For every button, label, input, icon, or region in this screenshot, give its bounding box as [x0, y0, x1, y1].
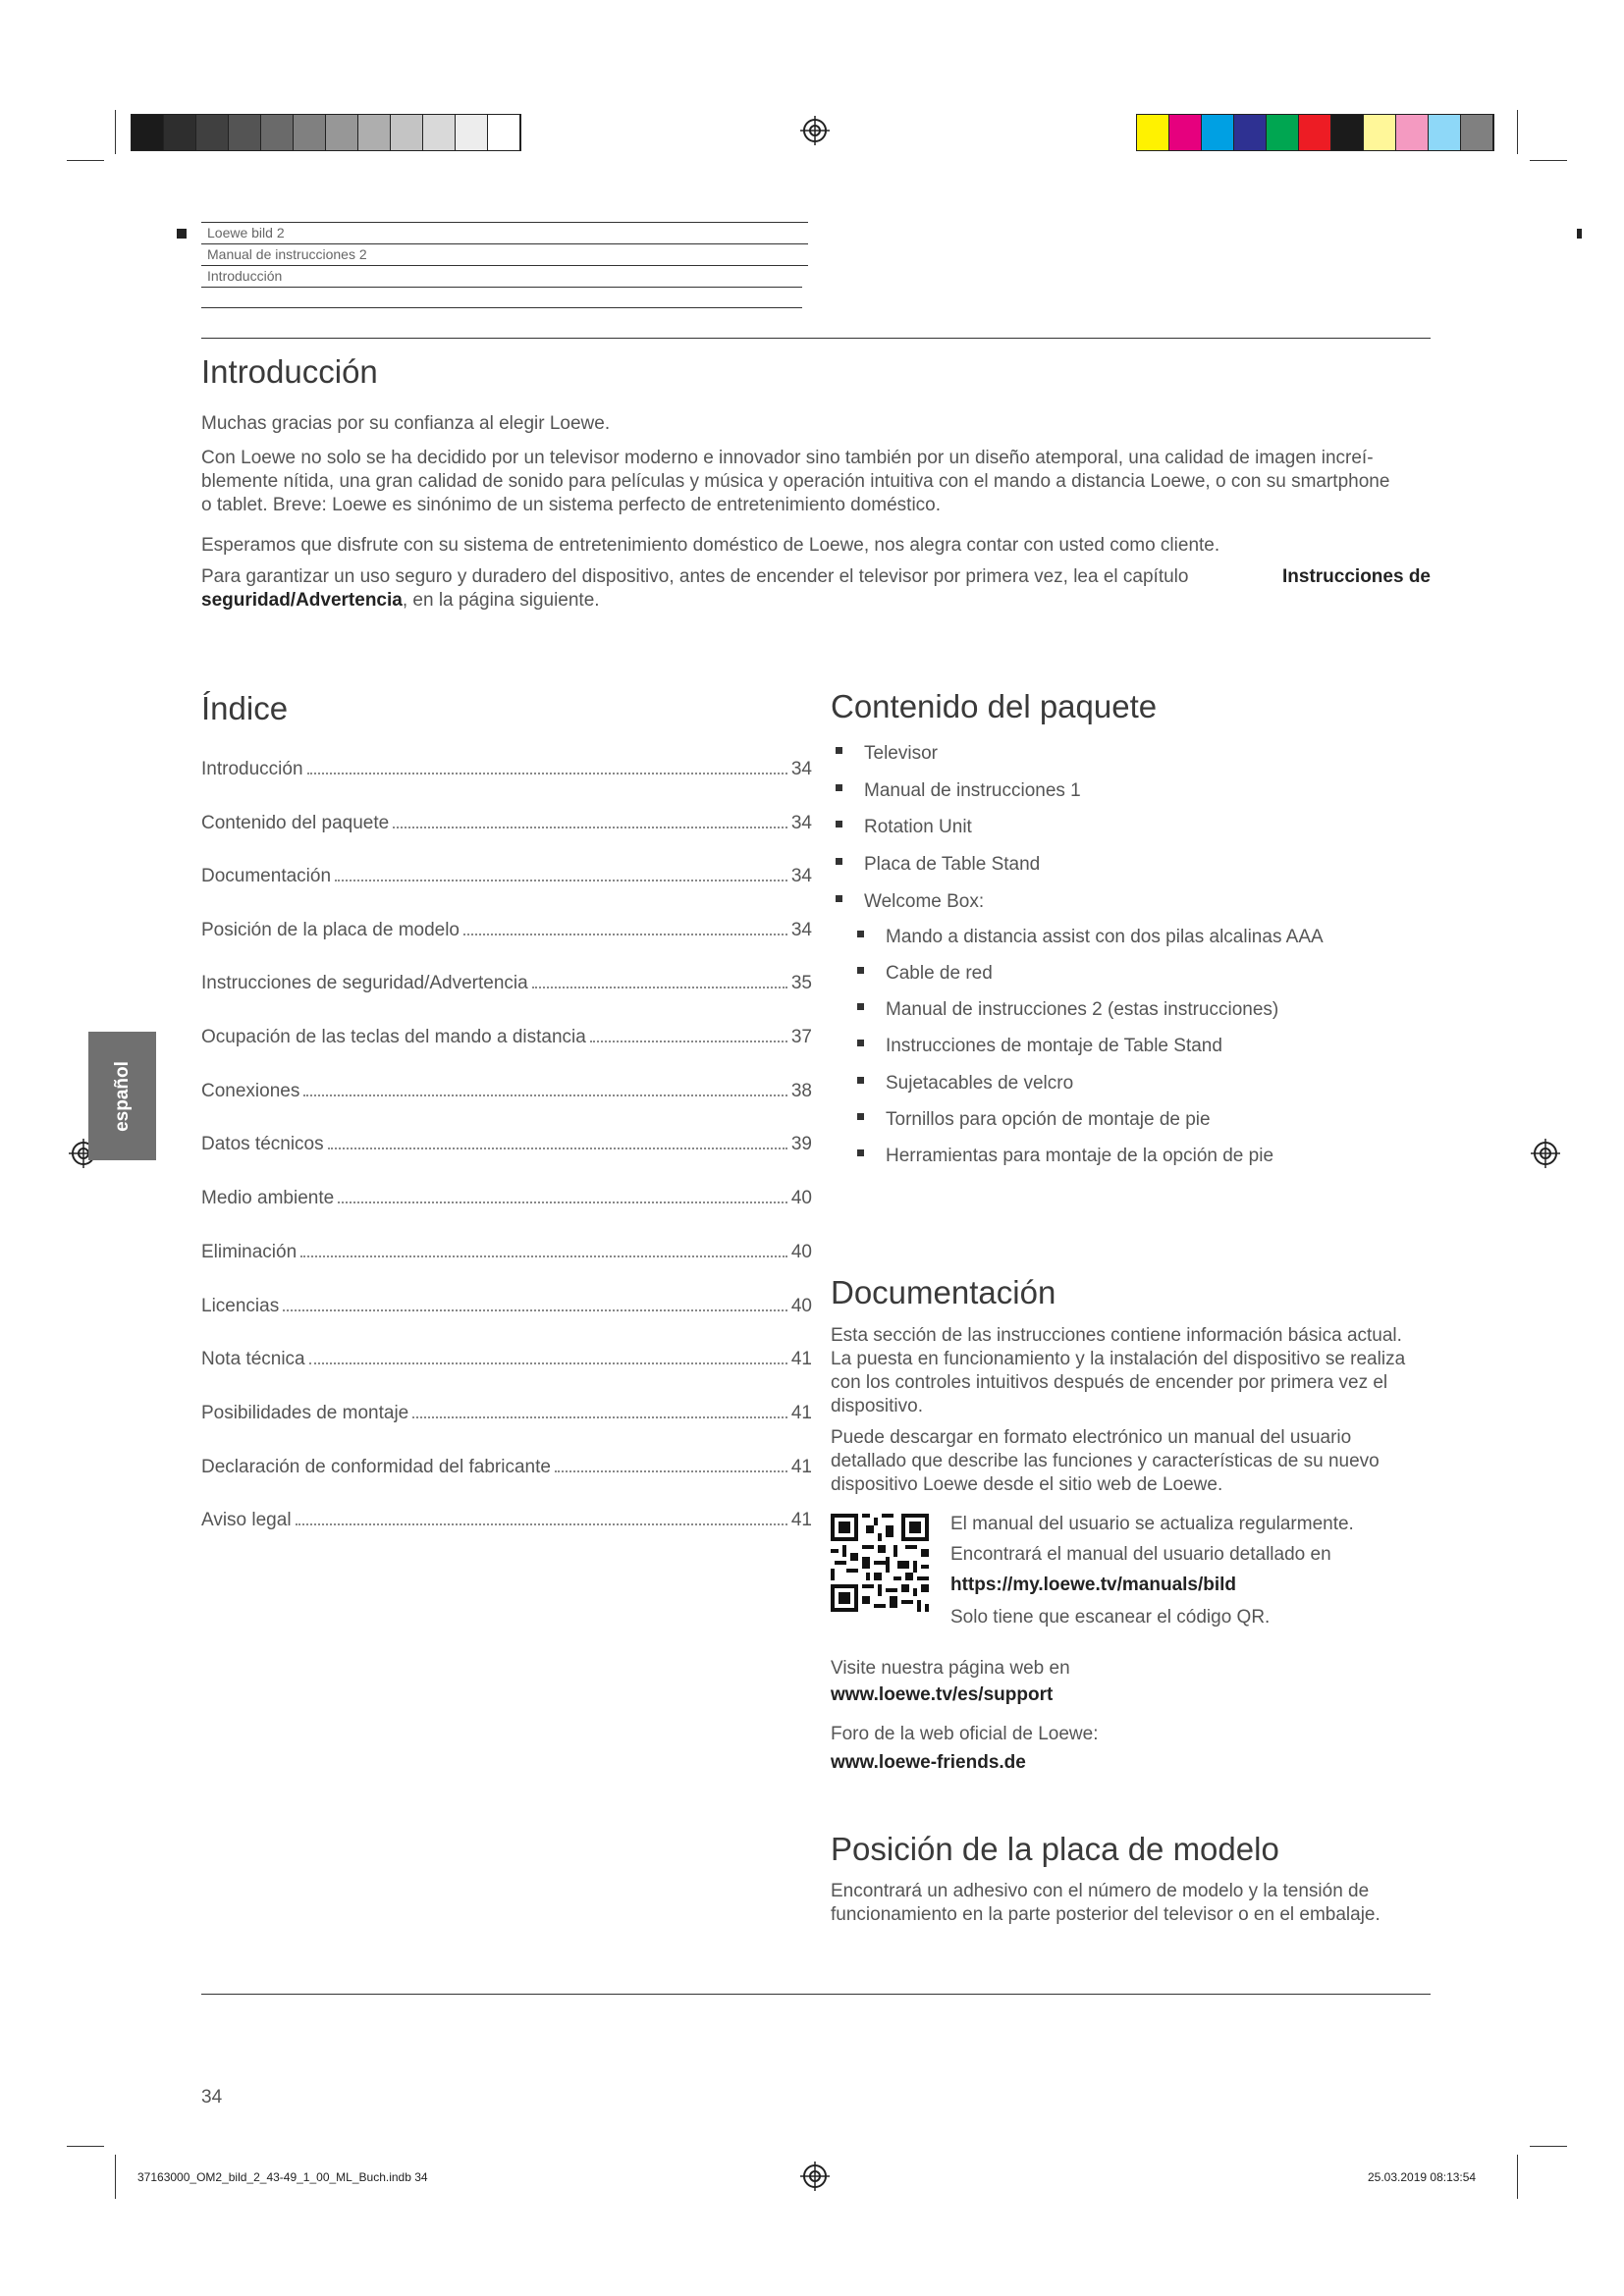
language-label: español [111, 1060, 133, 1132]
intro-paragraph-3: Esperamos que disfrute con su sistema de entretenimiento doméstico de Loewe, nos alegra contar con usted como cliente. [201, 535, 1220, 556]
footer-file-name: 37163000_OM2_bild_2_43-49_1_00_ML_Buch.indb 34 [137, 2170, 428, 2184]
bullet-icon [836, 784, 842, 791]
toc-entry[interactable] [201, 1510, 812, 1535]
toc-leader-dots [338, 1201, 787, 1203]
toc-leader-dots [335, 880, 787, 881]
index-title: Índice [201, 690, 289, 726]
bullet-icon [857, 1040, 864, 1046]
color-swatch [1461, 115, 1493, 150]
color-swatch [1169, 115, 1202, 150]
color-swatch [261, 115, 294, 150]
text-line: o tablet. Breve: Loewe es sinónimo de un sistema perfecto de entretenimiento doméstico. [201, 495, 942, 515]
text-line: , en la página siguiente. [402, 590, 600, 611]
gray-calibration-bar [131, 114, 521, 151]
content-top-rule [201, 338, 1431, 339]
toc-entry-page: 40 [790, 1188, 812, 1208]
toc-entry-label: Aviso legal [201, 1510, 292, 1530]
color-swatch [423, 115, 456, 150]
color-swatch [1137, 115, 1169, 150]
toc-entry[interactable] [201, 973, 812, 998]
toc-entry-label: Conexiones [201, 1081, 300, 1101]
toc-leader-dots [307, 773, 787, 774]
toc-leader-dots [296, 1523, 787, 1525]
color-swatch [229, 115, 261, 150]
color-swatch [1396, 115, 1429, 150]
forum-text: Foro de la web oficial de Loewe: [831, 1724, 1099, 1744]
page-edge-marker [1577, 229, 1582, 239]
text-line: Con Loewe no solo se ha decidido por un televisor moderno e innovador sino también por un diseño atemporal, una calidad de imagen increí- [201, 448, 1374, 468]
toc-leader-dots [393, 827, 787, 828]
color-calibration-bar [1136, 114, 1494, 151]
package-subitem-label: Manual de instrucciones 2 (estas instrucciones) [886, 999, 1279, 1020]
package-subitem [857, 927, 1324, 952]
language-side-tab [88, 1032, 156, 1160]
package-subitem-label: Instrucciones de montaje de Table Stand [886, 1036, 1222, 1056]
toc-leader-dots [463, 934, 787, 935]
breadcrumb-item: Introducción [201, 265, 808, 287]
text-line: funcionamiento en la parte posterior del televisor o en el embalaje. [831, 1904, 1380, 1925]
manuals-link[interactable]: https://my.loewe.tv/manuals/bild [950, 1575, 1237, 1595]
package-item-label: Manual de instrucciones 1 [864, 780, 1081, 801]
text-line: detallado que describe las funciones y características de su nuevo [831, 1451, 1380, 1471]
toc-entry-page: 41 [790, 1457, 812, 1477]
bullet-icon [836, 895, 842, 902]
toc-entry-page: 35 [790, 973, 812, 993]
model-plate-paragraph [831, 1880, 1431, 1927]
package-subitem-label: Herramientas para montaje de la opción de pie [886, 1146, 1274, 1166]
toc-entry-label: Licencias [201, 1296, 280, 1316]
toc-entry[interactable] [201, 1188, 812, 1213]
package-item-label: Placa de Table Stand [864, 854, 1041, 875]
toc-leader-dots [283, 1309, 787, 1311]
toc-entry[interactable] [201, 813, 812, 838]
text-line: con los controles intuitivos después de encender por primera vez el [831, 1372, 1388, 1393]
color-swatch [1429, 115, 1461, 150]
documentation-title: Documentación [831, 1274, 1056, 1310]
toc-leader-dots [300, 1255, 787, 1257]
bullet-icon [857, 1003, 864, 1010]
safety-chapter-reference: seguridad/Advertencia [201, 590, 403, 611]
breadcrumb-bullet [177, 229, 187, 239]
toc-leader-dots [555, 1470, 787, 1472]
toc-entry-page: 40 [790, 1296, 812, 1316]
registration-mark-icon [800, 2162, 830, 2191]
package-subitem-label: Cable de red [886, 963, 993, 984]
package-subitem [857, 963, 993, 988]
toc-entry-page: 34 [790, 759, 812, 779]
toc-entry-page: 34 [790, 866, 812, 886]
toc-entry[interactable] [201, 1027, 812, 1052]
intro-title: Introducción [201, 353, 378, 390]
color-swatch [358, 115, 391, 150]
forum-link[interactable]: www.loewe-friends.de [831, 1752, 1026, 1773]
toc-entry-page: 38 [790, 1081, 812, 1101]
color-swatch [294, 115, 326, 150]
bullet-icon [836, 747, 842, 754]
footer-timestamp: 25.03.2019 08:13:54 [1368, 2170, 1477, 2184]
bullet-icon [857, 967, 864, 974]
documentation-paragraph-1 [831, 1324, 1431, 1418]
safety-chapter-reference: Instrucciones de [1282, 566, 1431, 587]
package-item [836, 743, 938, 769]
toc-leader-dots [328, 1148, 787, 1149]
color-swatch [1364, 115, 1396, 150]
package-item [836, 817, 972, 842]
package-subitem [857, 1109, 1211, 1135]
toc-leader-dots [309, 1362, 787, 1364]
toc-entry-label: Instrucciones de seguridad/Advertencia [201, 973, 528, 993]
toc-leader-dots [412, 1416, 787, 1418]
toc-entry[interactable] [201, 759, 812, 784]
crop-mark [1517, 2155, 1518, 2199]
text-line: dispositivo. [831, 1396, 923, 1416]
intro-paragraph-2 [201, 447, 1431, 517]
toc-entry-label: Declaración de conformidad del fabricante [201, 1457, 551, 1477]
breadcrumb-divider [201, 307, 802, 308]
toc-entry[interactable] [201, 1457, 812, 1482]
package-subitem-label: Mando a distancia assist con dos pilas alcalinas AAA [886, 927, 1324, 947]
package-item [836, 891, 984, 917]
qr-text-line-3: Solo tiene que escanear el código QR. [950, 1607, 1271, 1628]
package-item-label: Rotation Unit [864, 817, 972, 837]
text-line: dispositivo Loewe desde el sitio web de Loewe. [831, 1474, 1223, 1495]
color-swatch [456, 115, 488, 150]
toc-leader-dots [532, 987, 787, 988]
toc-entry-page: 37 [790, 1027, 812, 1047]
crop-mark [67, 160, 104, 161]
crop-mark [1530, 2146, 1567, 2147]
toc-entry-label: Ocupación de las teclas del mando a distancia [201, 1027, 586, 1047]
text-line: La puesta en funcionamiento y la instalación del dispositivo se realiza [831, 1349, 1406, 1369]
color-swatch [1331, 115, 1364, 150]
package-item [836, 854, 1040, 880]
bullet-icon [857, 931, 864, 937]
package-subitem-label: Sujetacables de velcro [886, 1073, 1074, 1094]
breadcrumb-item: Manual de instrucciones 2 [201, 243, 808, 265]
qr-code-icon[interactable] [831, 1514, 929, 1612]
crop-mark [1530, 160, 1567, 161]
toc-entry-page: 34 [790, 920, 812, 940]
text-line: Puede descargar en formato electrónico un manual del usuario [831, 1427, 1352, 1448]
toc-entry[interactable] [201, 1349, 812, 1374]
registration-mark-icon [1531, 1139, 1560, 1168]
toc-entry[interactable] [201, 866, 812, 891]
color-swatch [164, 115, 196, 150]
package-item-label: Televisor [864, 743, 938, 764]
toc-entry-label: Contenido del paquete [201, 813, 390, 833]
package-subitem-label: Tornillos para opción de montaje de pie [886, 1109, 1211, 1130]
color-swatch [326, 115, 358, 150]
qr-text-line-2: Encontrará el manual del usuario detallado en [950, 1544, 1331, 1565]
bullet-icon [857, 1113, 864, 1120]
crop-mark [67, 2146, 104, 2147]
text-line: Para garantizar un uso seguro y duradero del dispositivo, antes de encender el televisor por primera vez, lea el capítulo [201, 566, 1189, 587]
text-line: Encontrará un adhesivo con el número de modelo y la tensión de [831, 1881, 1370, 1901]
package-item [836, 780, 1081, 806]
toc-entry[interactable] [201, 1081, 812, 1106]
crop-mark [1517, 110, 1518, 154]
toc-entry-page: 41 [790, 1510, 812, 1530]
color-swatch [488, 115, 520, 150]
registration-mark-icon [800, 116, 830, 145]
page-number: 34 [201, 2087, 223, 2108]
package-subitem [857, 999, 1278, 1025]
intro-paragraph-1: Muchas gracias por su confianza al elegir Loewe. [201, 413, 611, 434]
toc-entry-label: Posibilidades de montaje [201, 1403, 409, 1423]
toc-leader-dots [590, 1041, 787, 1042]
toc-entry[interactable] [201, 1403, 812, 1428]
toc-entry-label: Nota técnica [201, 1349, 305, 1369]
text-line: Esta sección de las instrucciones contiene información básica actual. [831, 1325, 1402, 1346]
color-swatch [196, 115, 229, 150]
support-link[interactable]: www.loewe.tv/es/support [831, 1684, 1054, 1705]
color-swatch [391, 115, 423, 150]
toc-entry-label: Datos técnicos [201, 1134, 324, 1154]
package-subitem [857, 1073, 1073, 1098]
bullet-icon [857, 1149, 864, 1156]
toc-leader-dots [303, 1095, 787, 1096]
crop-mark [115, 2155, 116, 2199]
toc-entry-page: 41 [790, 1403, 812, 1423]
toc-entry-label: Introducción [201, 759, 303, 779]
color-swatch [1202, 115, 1234, 150]
toc-entry-label: Medio ambiente [201, 1188, 335, 1208]
breadcrumb-item: Loewe bild 2 [201, 222, 808, 243]
toc-entry-page: 34 [790, 813, 812, 833]
toc-entry-page: 39 [790, 1134, 812, 1154]
text-line: blemente nítida, una gran calidad de sonido para películas y música y operación intuitiva con el mando a distancia Loewe, o con su smartphone [201, 471, 1390, 492]
toc-entry-page: 40 [790, 1242, 812, 1262]
package-subitem [857, 1036, 1222, 1061]
color-swatch [1267, 115, 1299, 150]
intro-paragraph-4 [201, 565, 1431, 613]
model-plate-title: Posición de la placa de modelo [831, 1831, 1279, 1867]
color-swatch [1234, 115, 1267, 150]
bullet-icon [836, 858, 842, 865]
bullet-icon [857, 1077, 864, 1084]
qr-text-line-1: El manual del usuario se actualiza regularmente. [950, 1514, 1354, 1534]
content-bottom-rule [201, 1994, 1431, 1995]
crop-mark [115, 110, 116, 154]
package-title: Contenido del paquete [831, 688, 1158, 724]
visit-text: Visite nuestra página web en [831, 1658, 1070, 1679]
color-swatch [1299, 115, 1331, 150]
toc-entry[interactable] [201, 1242, 812, 1267]
color-swatch [132, 115, 164, 150]
toc-entry-label: Documentación [201, 866, 332, 886]
bullet-icon [836, 821, 842, 828]
toc-entry[interactable] [201, 1134, 812, 1159]
package-subitem [857, 1146, 1273, 1171]
package-item-label: Welcome Box: [864, 891, 985, 912]
breadcrumb-divider [201, 287, 802, 288]
toc-entry-label: Eliminación [201, 1242, 298, 1262]
toc-entry-page: 41 [790, 1349, 812, 1369]
toc-entry[interactable] [201, 1296, 812, 1321]
toc-entry[interactable] [201, 920, 812, 945]
toc-entry-label: Posición de la placa de modelo [201, 920, 460, 940]
documentation-paragraph-2 [831, 1426, 1431, 1497]
